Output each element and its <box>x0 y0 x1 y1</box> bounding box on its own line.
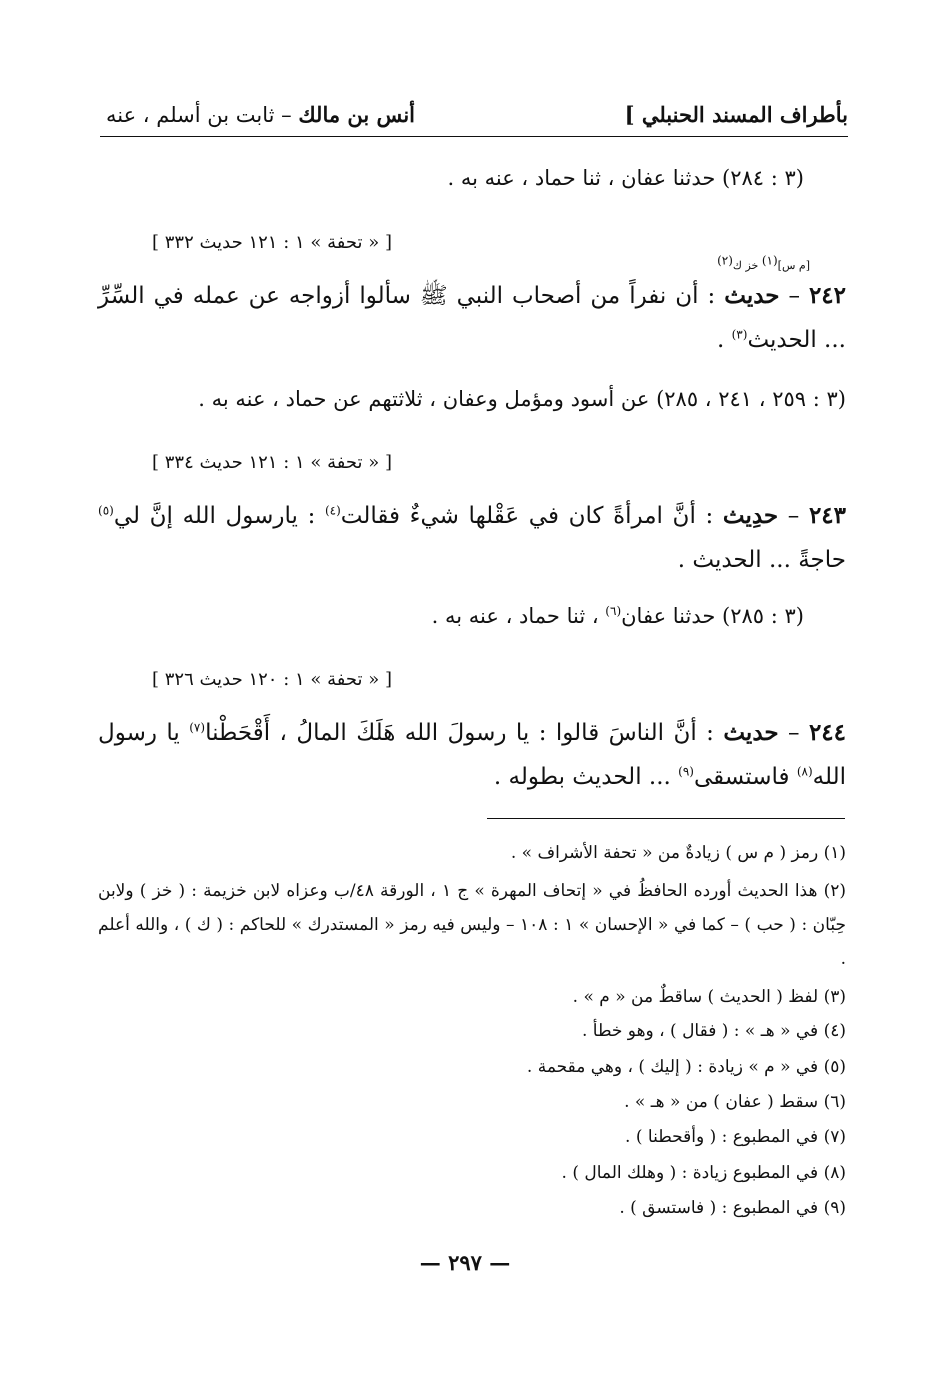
hadith-text: : أنَّ الناسَ قالوا : يا رسولَ الله هَلَكَ المالُ ، أَقْحَطْنا <box>205 720 724 746</box>
footnote-9: (٩) في المطبوع : ( فاستسق ) . <box>619 1198 846 1218</box>
reference-line-1: [ « تحفة » ١ : ١٢١ حديث ٣٣٢ ] <box>152 232 392 253</box>
hadith-number: ٢٤٢ <box>808 282 847 309</box>
footnote-ref-5: (٥) <box>98 503 114 518</box>
hadith-text-end: ... الحديث بطوله . <box>493 764 679 790</box>
reference-line-3: [ « تحفة » ١ : ١٢٠ حديث ٣٢٦ ] <box>152 669 392 690</box>
source-text-end: ، ثنا حماد ، عنه به . <box>431 604 606 628</box>
hadith-text: : يارسول الله إنَّ لي <box>113 503 325 529</box>
footnote-ref-8: (٨) <box>796 764 813 779</box>
source-line-1: (٣ : ٢٨٤) حدثنا عفان ، ثنا حماد ، عنه به . <box>447 166 804 190</box>
hadith-text-end: . <box>716 327 732 353</box>
footnote-3: (٣) لفظ ( الحديث ) ساقطٌ من « م » . <box>572 987 846 1007</box>
source-line-2: (٣ : ٢٥٩ ، ٢٤١ ، ٢٨٥) عن أسود ومؤمل وعفان ، ثلاثتهم عن حماد ، عنه به . <box>198 387 846 411</box>
footnote-ref-4: (٤) <box>324 503 341 518</box>
footnote-7: (٧) في المطبوع : ( وأقحطنا ) . <box>625 1127 846 1147</box>
hadith-number: ٢٤٤ <box>808 719 847 746</box>
header-book-title: بأطراف المسند الحنبلي ] <box>624 102 848 127</box>
reference-line-2: [ « تحفة » ١ : ١٢١ حديث ٣٣٤ ] <box>152 452 392 473</box>
footnote-8: (٨) في المطبوع زيادة : ( وهلك المال ) . <box>561 1163 846 1183</box>
footnote-2: (٢) هذا الحديث أورده الحافظُ في « إتحاف المهرة » ج ١ ، الورقة ٤٨/ب وعزاه لابن خزيمة : ( خز ) ولابن حِبّان : ( حب ) – كما في « الإحسان » ١ : ١٠٨ – وليس فيه رمز « المستدرك » للحاكم : ( ك ) ، والله أعلم . <box>98 881 846 969</box>
hadith-keyword: حدِيث <box>722 502 779 529</box>
footnote-ref-6: (٦) <box>605 604 622 618</box>
hadith-text: حاجةً ... الحديث . <box>677 547 846 573</box>
header-section-rest: – ثابت بن أسلم ، عنه <box>106 103 299 127</box>
hadith-text: فاستسقى <box>693 764 797 790</box>
source-text: (٣ : ٢٨٥) حدثنا عفان <box>621 604 804 628</box>
header-rule <box>100 136 848 137</box>
footnote-6: (٦) سقط ( عفان ) من « هـ » . <box>624 1092 846 1112</box>
hadith-text: يا رسول الله <box>98 720 846 790</box>
marginal-code-2: خز ك <box>732 259 762 272</box>
footnote-ref-9: (٩) <box>678 764 694 779</box>
hadith-text: : أن نفراً من أصحاب النبي ﷺ سألوا أزواجه عن عمله في السِّرِّ ... الحديث <box>98 283 846 353</box>
footnote-ref-7: (٧) <box>189 720 206 735</box>
footnote-5: (٥) في « م » زيادة : ( إليك ) ، وهي مقحمة . <box>526 1057 846 1077</box>
hadith-242: ٢٤٢ – حديث : أن نفراً من أصحاب النبي ﷺ سألوا أزواجه عن عمله في السِّرِّ ... الحديث$^{(٣)}$ . <box>98 282 847 353</box>
header-section-title <box>106 102 415 127</box>
page-number: — ٢٩٧ — <box>419 1250 511 1275</box>
hadith-244: ٢٤٤ – حديث : أنَّ الناسَ قالوا : يا رسولَ الله هَلَكَ المالُ ، أَقْحَطْنا$^{(٧)}$ يا رسول الله$^{(٨)}$ فاستسقى$^{(٩)}$ ... الحديث بطوله . <box>98 719 847 790</box>
hadith-243: ٢٤٣ – حدِيث : أنَّ امرأةً كان في عَقْلها شيءٌ فقالت$^{(٤)}$ : يارسول الله إنَّ لي$^{(٥)}$ حاجةً ... الحديث . <box>98 502 846 573</box>
hadith-number: ٢٤٣ <box>808 502 846 529</box>
source-line-3 <box>432 604 804 628</box>
hadith-keyword: حديث <box>724 282 780 309</box>
footnote-4: (٤) في « هـ » : ( فقال ) ، وهو خطأ . <box>581 1021 846 1041</box>
marginal-code-1: [م س] <box>777 259 810 272</box>
running-header <box>100 100 848 134</box>
hadith-text: : أنَّ امرأةً كان في عَقْلها شيءٌ فقالت <box>340 503 723 529</box>
footnote-ref-3: (٣) <box>731 327 748 342</box>
hadith-keyword: حديث <box>723 719 779 746</box>
hadith-242-marginal-codes <box>717 253 810 272</box>
footnote-separator <box>487 818 845 819</box>
header-section-bold: أنس بن مالك <box>298 102 416 127</box>
footnote-1: (١) رمز ( م س ) زيادةٌ من « تحفة الأشراف » . <box>510 843 846 863</box>
footnote-ref-1: (١) <box>761 253 778 268</box>
footnote-ref-2: (٢) <box>717 253 733 268</box>
